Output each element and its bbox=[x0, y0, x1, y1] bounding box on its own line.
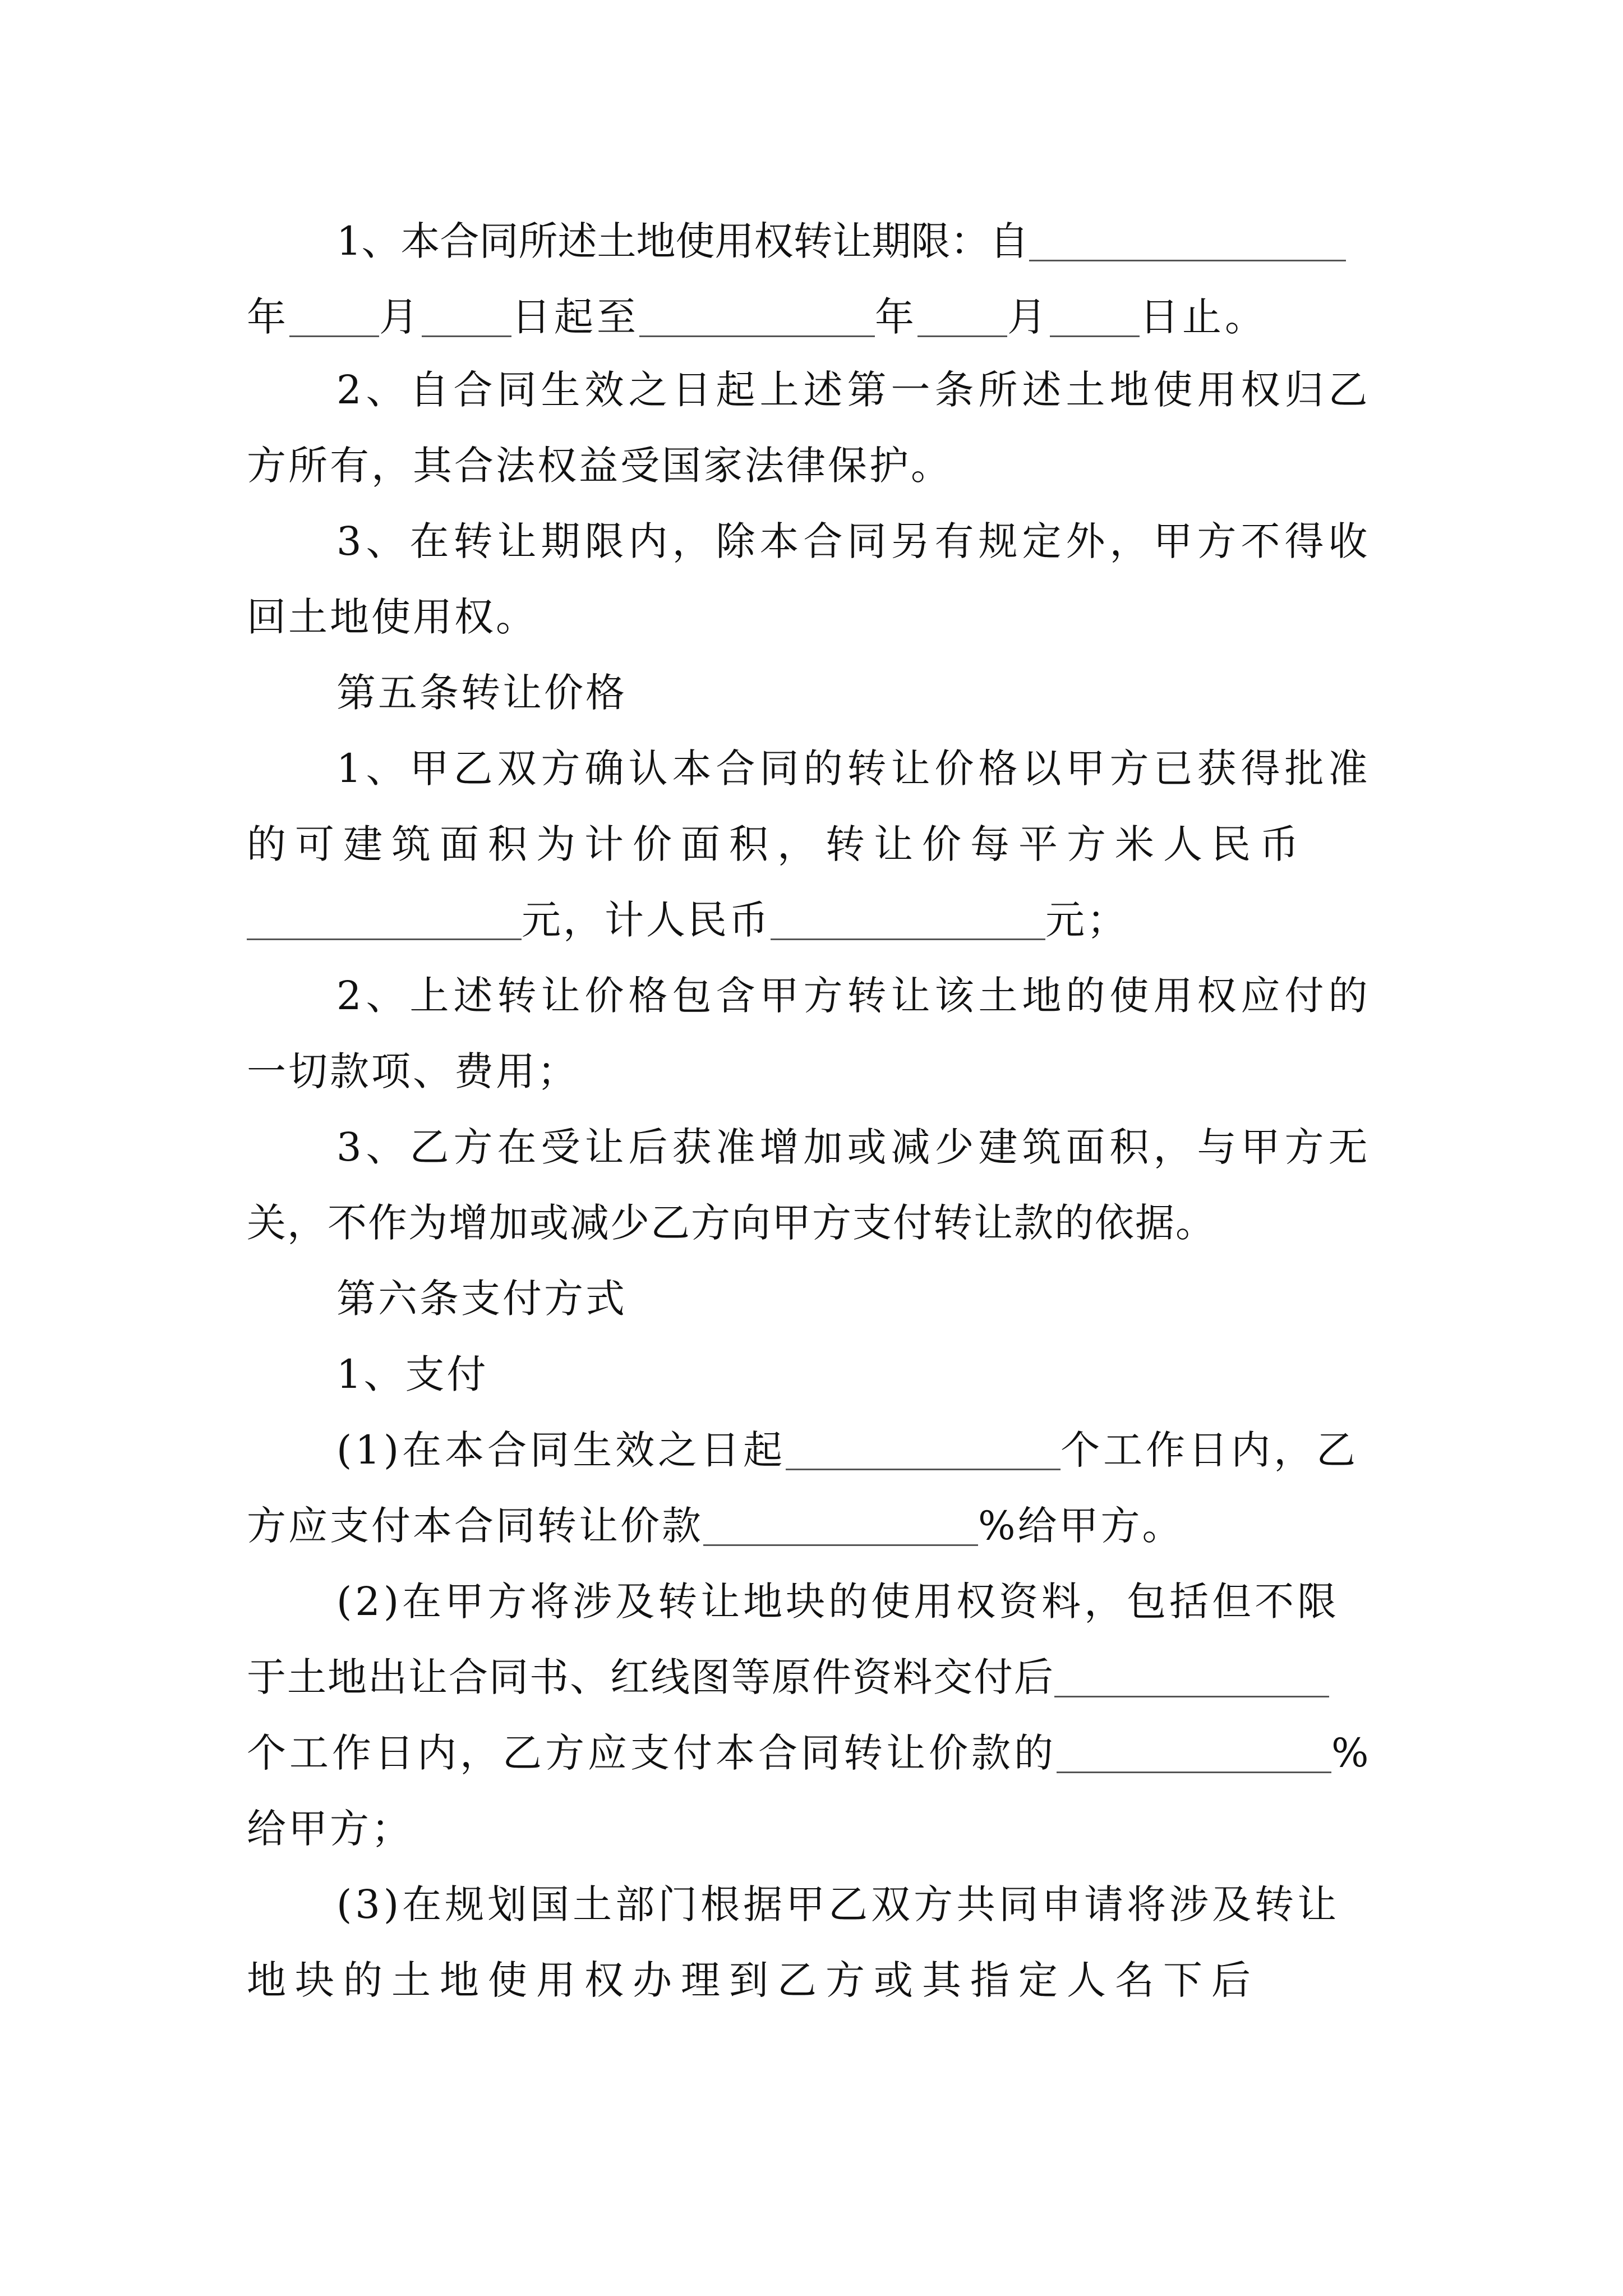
text-line bbox=[336, 965, 1372, 1027]
text-run: 的可建筑面积为计价面积，转让价每平方米人民币 bbox=[247, 821, 1308, 867]
text-run: %给甲方。 bbox=[978, 1503, 1184, 1549]
text-run: 第六条支付方式 bbox=[336, 1276, 627, 1322]
fill-in-blank bbox=[1057, 1738, 1331, 1773]
text-line bbox=[336, 1874, 1340, 1935]
text-line bbox=[247, 286, 1267, 348]
text-run: (2)在甲方将涉及转让地块的使用权资料，包括但不限 bbox=[336, 1579, 1340, 1625]
text-line bbox=[336, 359, 1372, 421]
fill-in-blank bbox=[1050, 302, 1140, 337]
text-run: 一切款项、费用； bbox=[247, 1048, 579, 1094]
text-run: 1、支付 bbox=[336, 1351, 488, 1397]
text-run: % bbox=[1331, 1730, 1372, 1776]
text-run: 3、乙方在受让后获准增加或减少建筑面积，与甲方无 bbox=[336, 1124, 1372, 1170]
fill-in-blank bbox=[422, 302, 511, 337]
fill-in-blank bbox=[771, 905, 1045, 940]
text-line bbox=[247, 1722, 1372, 1784]
text-line bbox=[247, 813, 1308, 875]
text-run: 年 bbox=[247, 294, 289, 340]
text-run: 元； bbox=[1045, 897, 1128, 943]
fill-in-blank bbox=[703, 1511, 978, 1546]
text-run: 于土地出让合同书、红线图等原件资料交付后 bbox=[247, 1654, 1054, 1700]
text-run: 个工作日内，乙方应支付本合同转让价款的 bbox=[247, 1730, 1057, 1776]
text-line bbox=[247, 1646, 1329, 1708]
text-line bbox=[247, 1798, 413, 1860]
text-line bbox=[247, 1949, 1260, 2011]
text-line bbox=[247, 889, 1128, 951]
fill-in-blank bbox=[247, 905, 522, 940]
text-run: 方应支付本合同转让价款 bbox=[247, 1503, 703, 1549]
text-line bbox=[336, 738, 1372, 799]
fill-in-blank bbox=[1029, 226, 1346, 261]
text-run: 第五条转让价格 bbox=[336, 670, 627, 716]
fill-in-blank bbox=[289, 302, 379, 337]
text-run: 元，计人民币 bbox=[522, 897, 771, 943]
text-run: 年 bbox=[875, 294, 917, 340]
text-line bbox=[336, 1116, 1372, 1178]
text-run: (1)在本合同生效之日起 bbox=[336, 1427, 786, 1473]
fill-in-blank bbox=[917, 302, 1007, 337]
text-line bbox=[247, 586, 537, 648]
section-heading bbox=[336, 1268, 627, 1329]
text-run: 1、甲乙双方确认本合同的转让价格以甲方已获得批准 bbox=[336, 746, 1372, 792]
text-line bbox=[336, 1571, 1340, 1632]
text-run: 1、本合同所述土地使用权转让期限：自 bbox=[336, 218, 1029, 264]
text-run: 月 bbox=[1007, 294, 1050, 340]
text-run: 日起至 bbox=[511, 294, 639, 340]
text-run: (3)在规划国土部门根据甲乙双方共同申请将涉及转让 bbox=[336, 1881, 1340, 1927]
text-line bbox=[336, 210, 1346, 272]
text-run: 关，不作为增加或减少乙方向甲方支付转让款的依据。 bbox=[247, 1200, 1216, 1246]
text-run: 个工作日内，乙 bbox=[1061, 1427, 1359, 1473]
text-run: 2、上述转让价格包含甲方转让该土地的使用权应付的 bbox=[336, 973, 1372, 1019]
text-run: 地块的土地使用权办理到乙方或其指定人名下后 bbox=[247, 1957, 1260, 2003]
text-line bbox=[336, 1419, 1359, 1481]
text-line bbox=[247, 1192, 1216, 1254]
text-line bbox=[247, 435, 952, 496]
text-line bbox=[247, 1041, 579, 1102]
fill-in-blank bbox=[1054, 1662, 1329, 1697]
text-run: 月 bbox=[379, 294, 422, 340]
text-line bbox=[336, 1343, 488, 1405]
text-run: 方所有，其合法权益受国家法律保护。 bbox=[247, 443, 952, 489]
text-run: 给甲方； bbox=[247, 1806, 413, 1852]
text-line bbox=[336, 510, 1372, 572]
text-line bbox=[247, 1495, 1184, 1557]
section-heading bbox=[336, 662, 627, 724]
text-run: 回土地使用权。 bbox=[247, 594, 537, 640]
text-run: 2、自合同生效之日起上述第一条所述土地使用权归乙 bbox=[336, 367, 1372, 413]
text-run: 日止。 bbox=[1140, 294, 1267, 340]
text-run: 3、在转让期限内，除本合同另有规定外，甲方不得收 bbox=[336, 518, 1372, 564]
fill-in-blank bbox=[639, 302, 875, 337]
fill-in-blank bbox=[786, 1435, 1061, 1470]
